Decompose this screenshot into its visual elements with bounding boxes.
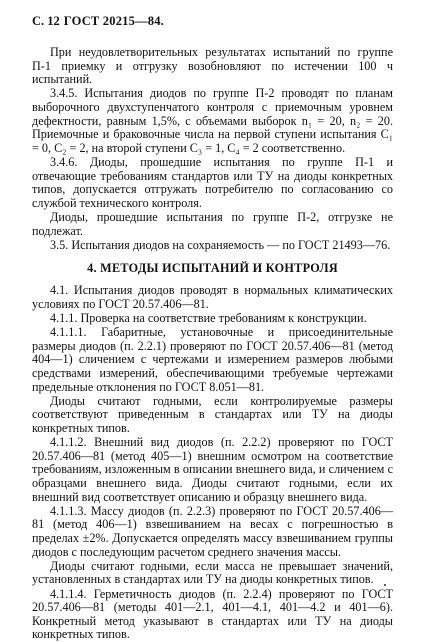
paragraph-3-5: 3.5. Испытания диодов на сохраняемость — по ГОСТ 21493—76. [50, 237, 391, 252]
paragraph-4-1-1-1: 4.1.1.1. Габаритные, установочные и присоединительные размеры диодов (п. 2.2.1) проверяют по ГОСТ 20.57.406—81 (метод 404—1) сличением с чертежами и измерением размеров любыми средствами измерений, обеспечивающими требуемые чертежами предельные отклонения по ГОСТ 8.051—81. [32, 325, 393, 394]
page-number: С. 12 [32, 14, 60, 28]
paragraph-3-4-5: 3.4.5. Испытания диодов по группе П-2 проводят по планам выборочного двухступенчатого контроля с приемочным уровнем дефектности, равным 1,5%, с объемами выборок n₁ = 20, n₂ = 20. Приемочные и браковочные числа на первой ступени испытания C₁ = 0, C₂ = 2, на второй ступени C₃ = 1, C₄ = 2 соответственно. [32, 86, 393, 155]
paragraph-4-1-1-4: 4.1.1.4. Герметичность диодов (п. 2.2.4) проверяют по ГОСТ 20.57.406—81 (методы 401—2.1, 401—4.1, 401—4.2 и 401—6). Конкретный метод указывают в стандартах или ТУ на диоды конкретных типов. [32, 586, 393, 642]
paragraph-4-1-1-3: 4.1.1.3. Массу диодов (п. 2.2.3) проверяют по ГОСТ 20.57.406—81 (метод 406—1) взвешиванием на весах с погрешностью в пределах ±2%. Допускается определять массу взвешиванием группы диодов с последующим расчетом среднего значения массы. [32, 503, 393, 559]
standard-code: ГОСТ 20215—84. [63, 14, 164, 28]
paragraph-mass-acceptance: Диоды считают годными, если масса не превышает значений, установленных в стандартах или ТУ на диоды конкретных типов. [32, 558, 393, 587]
paragraph-3-4-6: 3.4.6. Диоды, прошедшие испытания по группе П-1 и отвечающие требованиям стандартов или ТУ на диоды конкретных типов, допускается отгружать потребителю по согласованию со службой технического контроля. [32, 154, 393, 210]
paragraph-4-1: 4.1. Испытания диодов проводят в нормальных климатических условиях по ГОСТ 20.57.406—81. [32, 283, 393, 311]
paragraph-p2-shipping: Диоды, прошедшие испытания по группе П-2, отгрузке не подлежат. [32, 209, 393, 238]
document-body [32, 46, 393, 642]
page-header [32, 14, 393, 29]
section-heading: 4. МЕТОДЫ ИСПЫТАНИЙ И КОНТРОЛЯ [87, 261, 338, 276]
scan-dot [384, 584, 386, 586]
paragraph-4-1-1: 4.1.1. Проверка на соответствие требованиям к конструкции. [50, 311, 367, 326]
paragraph-retest-note: При неудовлетворительных результатах испытаний по группе П-1 приемку и отгрузку возобновляют по истечении 100 ч испытаний. [32, 45, 393, 87]
paragraph-size-acceptance: Диоды считают годными, если контролируемые размеры соответствуют приведенным в стандартах или ТУ на диоды конкретных типов. [32, 393, 393, 435]
paragraph-4-1-1-2: 4.1.1.2. Внешний вид диодов (п. 2.2.2) проверяют по ГОСТ 20.57.406—81 (метод 405—1) внешним осмотром на соответствие требованиям, изложенным в описании внешнего вида, и сличением с образцами внешнего вида. Диоды считают годными, если их внешний вид соответствует описанию и образцу внешнего вида. [32, 435, 393, 504]
